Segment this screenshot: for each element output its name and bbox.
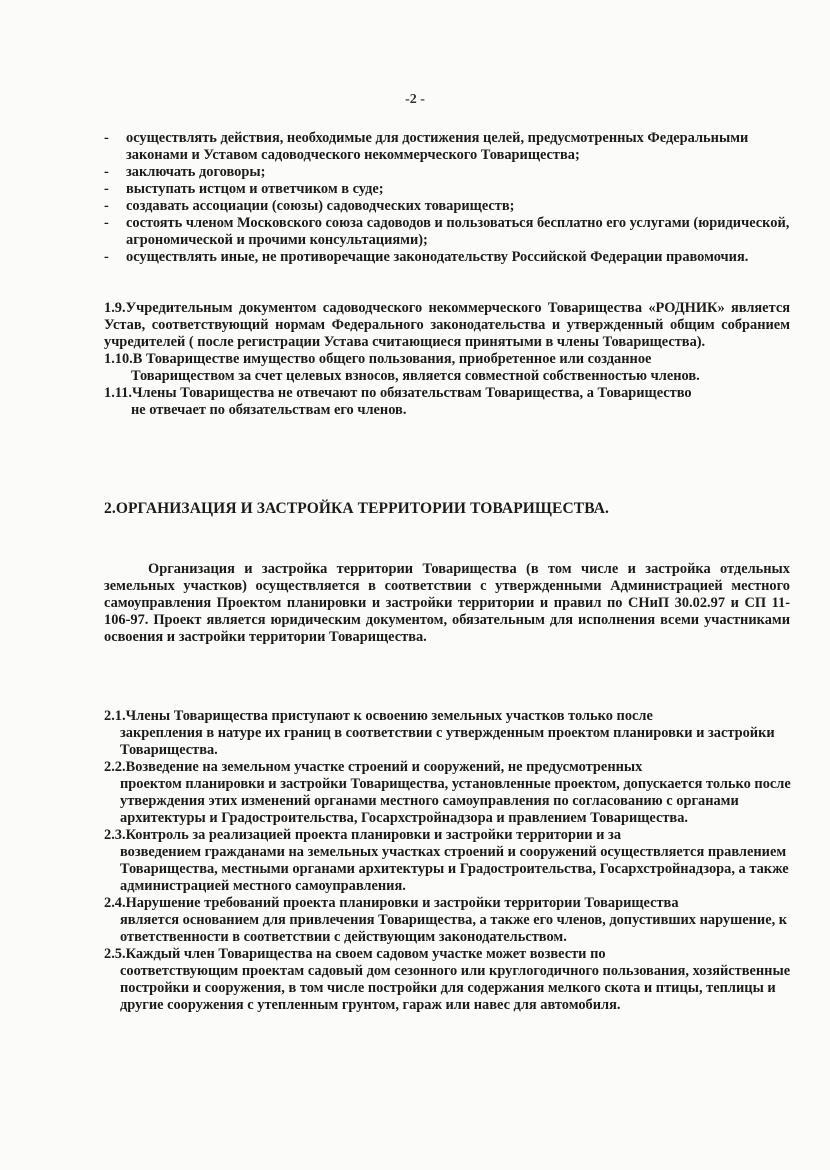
- clause-text-cont: проектом планировки и застройки Товарищества, установленные проектом, допускается только после утверждения этих изменений органами местного самоуправления по согласованию с органами архитектуры и Градостроительства, Госархстройнадзора и правлением Товарищества.: [120, 776, 791, 826]
- clause-number: 2.3.: [104, 827, 126, 843]
- clause-number: 1.9.: [104, 300, 126, 316]
- clause-number: 2.1.: [104, 708, 126, 724]
- clause-1-11: [104, 385, 790, 419]
- clause-number: 2.2.: [104, 759, 126, 775]
- list-item: - заключать договоры;: [104, 164, 794, 181]
- clause-text-cont: возведением гражданами на земельных участках строений и сооружений осуществляется правлением Товарищества, местными органами архитектуры и Градостроительства, Госархстройнадзора, а также администрацией местного самоуправления.: [120, 844, 789, 894]
- clause-1-10: [104, 351, 790, 385]
- clause-text: Контроль за реализацией проекта планировки и застройки территории и за: [125, 827, 622, 843]
- clause-text: В Товариществе имущество общего пользования, приобретенное или созданное: [132, 351, 652, 367]
- clause-text-cont: не отвечает по обязательствам его членов.: [131, 402, 407, 418]
- clause-number: 2.4.: [104, 895, 126, 911]
- list-item: - осуществлять действия, необходимые для достижения целей, предусмотренных Федеральными законами и Уставом садоводческого некоммерческого Товарищества;: [104, 130, 794, 164]
- list-item: - создавать ассоциации (союзы) садоводческих товариществ;: [104, 198, 794, 215]
- clause-number: 1.11.: [104, 385, 132, 401]
- clause-text-cont: является основанием для привлечения Товарищества, а также его членов, допустивших нарушение, к ответственности в соответствии с действующим законодательством.: [120, 912, 788, 945]
- list-item: - осуществлять иные, не противоречащие законодательству Российской Федерации правомочия.: [104, 249, 794, 266]
- clause-2-4: [104, 895, 794, 946]
- clause-2-5: [104, 946, 794, 1014]
- clause-text: Члены Товарищества приступают к освоению земельных участков только после: [125, 708, 653, 724]
- rights-list: [104, 130, 794, 266]
- clause-text: Члены Товарищества не отвечают по обязательствам Товарищества, а Товарищество: [132, 385, 692, 401]
- clause-text: Возведение на земельном участке строений и сооружений, не предусмотренных: [125, 759, 643, 775]
- clause-1-9: [104, 300, 790, 351]
- clause-text: Каждый член Товарищества на своем садовом участке может возвести по: [125, 946, 606, 962]
- clause-number: 1.10.: [104, 351, 133, 367]
- clause-2-1: [104, 708, 794, 759]
- section-1-clauses: [104, 300, 790, 419]
- clause-2-3: [104, 827, 794, 895]
- clause-number: 2.5.: [104, 946, 126, 962]
- clause-text-cont: закрепления в натуре их границ в соответствии с утвержденным проектом планировки и застройки Товарищества.: [120, 725, 775, 758]
- list-item: - состоять членом Московского союза садоводов и пользоваться бесплатно его услугами (юридической, агрономической и прочими консультациями);: [104, 215, 794, 249]
- list-item: - выступать истцом и ответчиком в суде;: [104, 181, 794, 198]
- page-number: -2 -: [405, 92, 425, 107]
- clause-text-cont: соответствующим проектам садовый дом сезонного или круглогодичного пользования, хозяйственные постройки и сооружения, в том числе постройки для содержания мелкого скота и птицы, теплицы и другие сооружения с утепленным грунтом, гараж или навес для автомобиля.: [120, 963, 791, 1013]
- section-intro: Организация и застройка территории Товарищества (в том числе и застройка отдельных земельных участков) осуществляется в соответствии с утвержденными Администрацией местного самоуправления Проектом планировки и застройки территории и правил по СНиП 30.02.97 и СП 11-106-97. Проект является юридическим документом, обязательным для исполнения всеми участниками освоения и застройки территории Товарищества.: [104, 561, 790, 645]
- clause-2-2: [104, 759, 794, 827]
- clause-text-cont: Товариществом за счет целевых взносов, является совместной собственностью членов.: [131, 368, 700, 384]
- clause-text: Учредительным документом садоводческого некоммерческого Товарищества «РОДНИК» является Устав, соответствующий нормам Федерального законодательства и утвержденный общим собранием учредителей ( после регистрации Устава считающиеся принятыми в члены Товарищества).: [104, 300, 790, 350]
- section-title: 2.ОРГАНИЗАЦИЯ И ЗАСТРОЙКА ТЕРРИТОРИИ ТОВАРИЩЕСТВА.: [104, 500, 609, 517]
- section-2-clauses: [104, 708, 794, 1014]
- clause-text: Нарушение требований проекта планировки и застройки территории Товарищества: [125, 895, 679, 911]
